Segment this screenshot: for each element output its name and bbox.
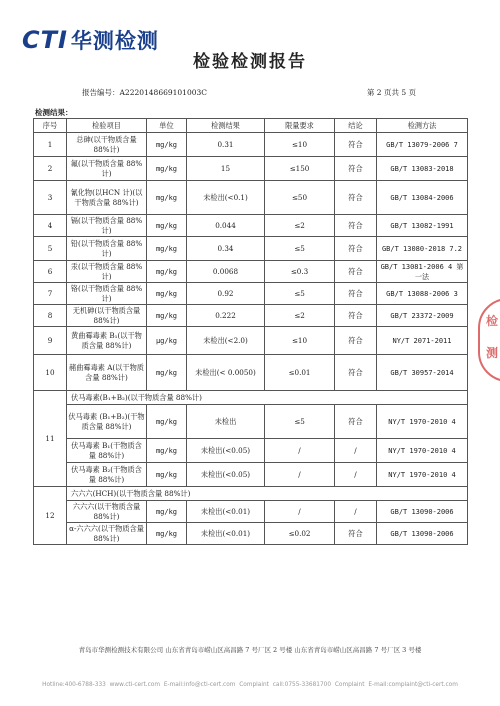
- method-cell: GB/T 30957-2014: [377, 355, 468, 391]
- unit-cell: mg/kg: [147, 157, 187, 181]
- method-cell: GB/T 13088-2006 3: [377, 283, 468, 305]
- limit-cell: ≤2: [265, 305, 335, 327]
- unit-cell: mg/kg: [147, 405, 187, 439]
- result-cell: 0.0068: [187, 261, 265, 283]
- test-item: 六六六(以干物质含量 88%计): [67, 501, 147, 523]
- group-header-row: [34, 391, 468, 405]
- col-header: 检测结果: [187, 119, 265, 133]
- unit-cell: mg/kg: [147, 237, 187, 261]
- result-cell: 未检出(<0.05): [187, 463, 265, 487]
- table-row: [34, 501, 468, 523]
- table-row: [34, 327, 468, 355]
- conclusion-cell: 符合: [335, 157, 377, 181]
- row-number: 11: [34, 391, 67, 487]
- limit-cell: /: [265, 463, 335, 487]
- unit-cell: mg/kg: [147, 501, 187, 523]
- test-item: 黄曲霉毒素 B₁(以干物质含量 88%计): [67, 327, 147, 355]
- method-cell: NY/T 1970-2010 4: [377, 439, 468, 463]
- method-cell: GB/T 13090-2006: [377, 501, 468, 523]
- conclusion-cell: /: [335, 463, 377, 487]
- col-header: 结论: [335, 119, 377, 133]
- unit-cell: mg/kg: [147, 463, 187, 487]
- result-cell: 0.222: [187, 305, 265, 327]
- unit-cell: mg/kg: [147, 355, 187, 391]
- limit-cell: ≤5: [265, 237, 335, 261]
- test-item: 镉(以干物质含量 88%计): [67, 215, 147, 237]
- conclusion-cell: /: [335, 439, 377, 463]
- unit-cell: mg/kg: [147, 523, 187, 545]
- test-item: 赭曲霉毒素 A(以干物质含量 88%计): [67, 355, 147, 391]
- result-cell: 0.92: [187, 283, 265, 305]
- result-cell: 15: [187, 157, 265, 181]
- test-item: 伏马毒素 B₂(干物质含量 88%计): [67, 463, 147, 487]
- test-item: 无机砷(以干物质含量 88%计): [67, 305, 147, 327]
- method-cell: GB/T 13083-2018: [377, 157, 468, 181]
- conclusion-cell: 符合: [335, 523, 377, 545]
- row-number: 5: [34, 237, 67, 261]
- method-cell: GB/T 23372-2009: [377, 305, 468, 327]
- row-number: 8: [34, 305, 67, 327]
- logo-chinese: 华测检测: [70, 29, 159, 53]
- col-header: 单位: [147, 119, 187, 133]
- limit-cell: ≤5: [265, 405, 335, 439]
- test-item: 铅(以干物质含量 88%计): [67, 237, 147, 261]
- table-row: [34, 261, 468, 283]
- table-row: [34, 283, 468, 305]
- table-row: [34, 237, 468, 261]
- conclusion-cell: 符合: [335, 215, 377, 237]
- group-title: 六六六(HCH)(以干物质含量 88%计): [67, 487, 468, 501]
- conclusion-cell: 符合: [335, 261, 377, 283]
- unit-cell: mg/kg: [147, 283, 187, 305]
- row-number: 12: [34, 487, 67, 545]
- logo-latin: CTI: [22, 26, 68, 54]
- test-item: 总砷(以干物质含量 88%计): [67, 133, 147, 157]
- unit-cell: mg/kg: [147, 133, 187, 157]
- limit-cell: ≤5: [265, 283, 335, 305]
- conclusion-cell: 符合: [335, 405, 377, 439]
- test-item: 伏马毒素 B₁(干物质含量 88%计): [67, 439, 147, 463]
- test-item: 铬(以干物质含量 88%计): [67, 283, 147, 305]
- result-cell: 0.044: [187, 215, 265, 237]
- limit-cell: /: [265, 439, 335, 463]
- page-info: 第 2 页共 5 页: [366, 88, 416, 97]
- test-item: 伏马毒素 (B₁+B₂)(干物质含量 88%计): [67, 405, 147, 439]
- result-cell: 未检出(<0.1): [187, 181, 265, 215]
- table-row: [34, 133, 468, 157]
- limit-cell: ≤0.3: [265, 261, 335, 283]
- table-row: [34, 181, 468, 215]
- conclusion-cell: 符合: [335, 133, 377, 157]
- unit-cell: mg/kg: [147, 305, 187, 327]
- limit-cell: ≤50: [265, 181, 335, 215]
- unit-cell: mg/kg: [147, 181, 187, 215]
- method-cell: NY/T 1970-2010 4: [377, 463, 468, 487]
- row-number: 3: [34, 181, 67, 215]
- group-header-row: [34, 487, 468, 501]
- conclusion-cell: /: [335, 501, 377, 523]
- limit-cell: ≤150: [265, 157, 335, 181]
- results-table: [33, 118, 468, 545]
- conclusion-cell: 符合: [335, 327, 377, 355]
- limit-cell: ≤0.01: [265, 355, 335, 391]
- method-cell: GB/T 13084-2006: [377, 181, 468, 215]
- conclusion-cell: 符合: [335, 283, 377, 305]
- group-title: 伏马毒素(B₁+B₂)(以干物质含量 88%计): [67, 391, 468, 405]
- section-title: 检测结果：: [35, 108, 73, 117]
- test-item: 汞(以干物质含量 88%计): [67, 261, 147, 283]
- result-cell: 未检出(<0.05): [187, 439, 265, 463]
- row-number: 1: [34, 133, 67, 157]
- table-row: [34, 305, 468, 327]
- method-cell: NY/T 1970-2010 4: [377, 405, 468, 439]
- table-row: [34, 157, 468, 181]
- method-cell: GB/T 13090-2006: [377, 523, 468, 545]
- test-item: 氟(以干物质含量 88%计): [67, 157, 147, 181]
- result-cell: 未检出(<2.0): [187, 327, 265, 355]
- row-number: 6: [34, 261, 67, 283]
- row-number: 9: [34, 327, 67, 355]
- result-cell: 未检出(<0.01): [187, 501, 265, 523]
- report-title: 检验检测报告: [193, 52, 307, 72]
- result-cell: 未检出(<0.01): [187, 523, 265, 545]
- result-cell: 0.34: [187, 237, 265, 261]
- table-row: [34, 405, 468, 439]
- method-cell: GB/T 13081-2006 4 第一法: [377, 261, 468, 283]
- col-header: 序号: [34, 119, 67, 133]
- test-item: α-六六六(以干物质含量 88%计): [67, 523, 147, 545]
- footer-address: 青岛市华测检测技术有限公司 山东省青岛市崂山区高昌路 7 号厂区 2 号楼 山东省青岛市崂山区高昌路 7 号厂区 3 号楼: [78, 646, 422, 654]
- row-number: 7: [34, 283, 67, 305]
- conclusion-cell: 符合: [335, 237, 377, 261]
- table-header-row: [34, 119, 468, 133]
- footer-contact: Hotline:400-6788-333 www.cti-cert.com E-mail:info@cti-cert.com Complaint call:0755-33681700 Complaint E-mail:complaint@cti-cert.com: [42, 682, 458, 688]
- method-cell: GB/T 13082-1991: [377, 215, 468, 237]
- seal-stamp: 检 测: [478, 298, 500, 382]
- col-header: 限量要求: [265, 119, 335, 133]
- col-header: 检测方法: [377, 119, 468, 133]
- row-number: 4: [34, 215, 67, 237]
- test-item: 氰化物(以HCN 计)(以干物质含量 88%计): [67, 181, 147, 215]
- method-cell: GB/T 13079-2006 7: [377, 133, 468, 157]
- unit-cell: mg/kg: [147, 215, 187, 237]
- report-number: 报告编号：A2220148669101003C: [82, 88, 208, 97]
- unit-cell: mg/kg: [147, 439, 187, 463]
- result-cell: 未检出(< 0.0050): [187, 355, 265, 391]
- table-row: [34, 523, 468, 545]
- row-number: 2: [34, 157, 67, 181]
- limit-cell: ≤10: [265, 133, 335, 157]
- unit-cell: mg/kg: [147, 261, 187, 283]
- row-number: 10: [34, 355, 67, 391]
- limit-cell: ≤2: [265, 215, 335, 237]
- method-cell: NY/T 2071-2011: [377, 327, 468, 355]
- table-row: [34, 215, 468, 237]
- method-cell: GB/T 13080-2018 7.2: [377, 237, 468, 261]
- result-cell: 0.31: [187, 133, 265, 157]
- table-row: [34, 439, 468, 463]
- col-header: 检验项目: [67, 119, 147, 133]
- table-row: [34, 463, 468, 487]
- table-row: [34, 355, 468, 391]
- conclusion-cell: 符合: [335, 181, 377, 215]
- unit-cell: μg/kg: [147, 327, 187, 355]
- limit-cell: /: [265, 501, 335, 523]
- conclusion-cell: 符合: [335, 305, 377, 327]
- result-cell: 未检出: [187, 405, 265, 439]
- limit-cell: ≤0.02: [265, 523, 335, 545]
- conclusion-cell: 符合: [335, 355, 377, 391]
- limit-cell: ≤10: [265, 327, 335, 355]
